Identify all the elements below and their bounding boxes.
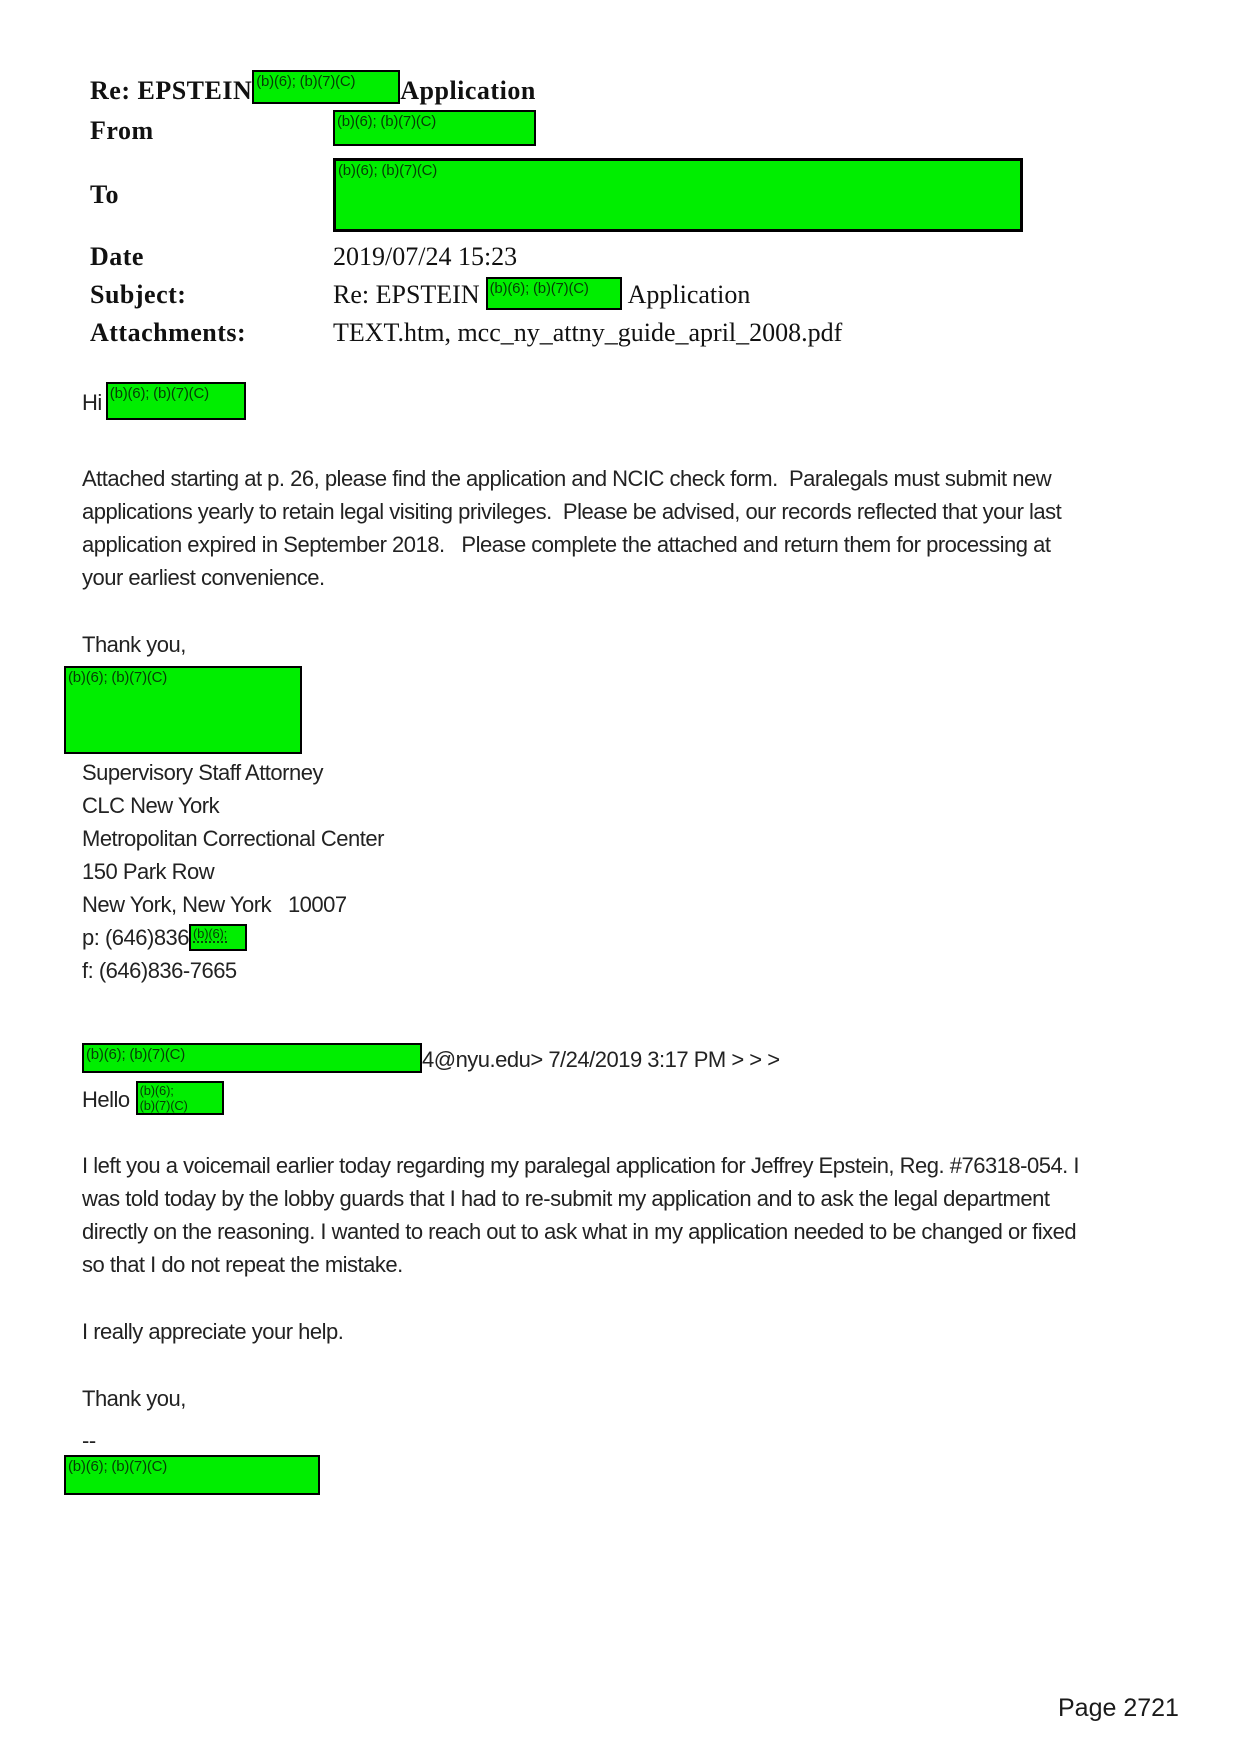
signature-block: [82, 756, 1240, 987]
phone-line: [82, 921, 1240, 954]
subject-label: Subject:: [90, 280, 187, 309]
fax-line: f: (646)836-7665: [82, 958, 237, 983]
attachments-label: Attachments:: [90, 318, 247, 347]
redaction-label: (b)(6); (b)(7)(C): [337, 113, 437, 130]
paragraph-2-line: I left you a voicemail earlier today regarding my paralegal application for Jeffrey Epstein, Reg. #76318-054. I: [82, 1153, 1080, 1178]
closing-2: Thank you,: [82, 1386, 186, 1411]
quote-header-text: 4@nyu.edu> 7/24/2019 3:17 PM > > >: [422, 1047, 780, 1072]
paragraph-1-line: application expired in September 2018. Please complete the attached and return them for processing at: [82, 532, 1051, 557]
quoted-message-header: [82, 1045, 1240, 1075]
from-value: [333, 113, 536, 146]
signature-line: New York, New York 10007: [82, 892, 347, 917]
paragraph-1-line: your earliest convenience.: [82, 565, 325, 590]
paragraph-1-line: Attached starting at p. 26, please find the application and NCIC check form. Paralegals must submit new: [82, 466, 1052, 491]
email-title-post: Application: [400, 76, 536, 105]
appreciation-line: I really appreciate your help.: [82, 1319, 344, 1344]
date-value: 2019/07/24 15:23: [333, 242, 518, 271]
redaction-box-phone: [189, 924, 247, 951]
subject-post: Application: [627, 280, 751, 309]
paragraph-2-line: so that I do not repeat the mistake.: [82, 1252, 403, 1277]
to-value: [333, 158, 1023, 232]
paragraph-2: [82, 1149, 1240, 1281]
paragraph-2-line: directly on the reasoning. I wanted to reach out to ask what in my application needed to be changed or fixed: [82, 1219, 1077, 1244]
paragraph-1-line: applications yearly to retain legal visiting privileges. Please be advised, our records reflected that your last: [82, 499, 1062, 524]
signature-redaction-row: [68, 666, 1240, 756]
email-body: [68, 385, 1240, 1495]
redaction-box-from: [333, 110, 536, 146]
redaction-box-quote-sender: [82, 1043, 422, 1073]
signature-separator: --: [82, 1428, 96, 1453]
redaction-box-sender-name: [64, 1455, 320, 1495]
header-row-date: [90, 242, 1240, 280]
redaction-box-greeting-2: [136, 1081, 224, 1115]
redaction-label: (b)(6); (b)(7)(C): [256, 73, 356, 90]
header-row-from: [90, 113, 1240, 156]
redaction-box-signature: [64, 666, 302, 754]
from-label: From: [90, 116, 154, 145]
closing-1: Thank you,: [82, 632, 186, 657]
redaction-label: (b)(6); (b)(7)(C): [109, 385, 209, 402]
sender-redaction-row: [68, 1455, 1240, 1495]
signature-line: Supervisory Staff Attorney: [82, 760, 323, 785]
page-number: Page 2721: [1058, 1694, 1179, 1722]
redaction-label: (b)(6);: [139, 1083, 174, 1098]
header-row-to: [90, 158, 1240, 236]
attachments-value: TEXT.htm, mcc_ny_attny_guide_april_2008.pdf: [333, 318, 843, 347]
redaction-label: (b)(6);: [193, 926, 228, 941]
redaction-box-greeting: [106, 382, 246, 420]
paragraph-1: [82, 462, 1240, 594]
signature-line: Metropolitan Correctional Center: [82, 826, 384, 851]
email-header: [90, 74, 1240, 356]
redaction-label: (b)(6); (b)(7)(C): [68, 669, 168, 686]
phone-prefix: p: (646)836: [82, 925, 190, 950]
to-label: To: [90, 180, 119, 209]
greeting-2-text: Hello: [82, 1087, 130, 1112]
paragraph-2-line: was told today by the lobby guards that I had to re-submit my application and to ask the legal department: [82, 1186, 1050, 1211]
date-label: Date: [90, 242, 144, 271]
redaction-label: (b)(6); (b)(7)(C): [86, 1046, 186, 1063]
subject-value: [333, 280, 750, 310]
redaction-box-title: [252, 70, 400, 104]
redaction-box-subject: [486, 277, 622, 310]
header-row-subject: [90, 280, 1240, 318]
greeting-text: Hi: [82, 390, 102, 415]
redaction-label: (b)(6); (b)(7)(C): [338, 162, 438, 179]
subject-pre: Re: EPSTEIN: [333, 280, 480, 309]
redaction-label: (b)(7)(C): [139, 1098, 188, 1113]
email-title-row: [90, 74, 1240, 114]
signature-line: 150 Park Row: [82, 859, 215, 884]
email-title-pre: Re: EPSTEIN: [90, 76, 253, 105]
greeting-row: [82, 386, 1240, 428]
header-row-attachments: [90, 318, 1240, 356]
signature-line: CLC New York: [82, 793, 220, 818]
redaction-label: (b)(6); (b)(7)(C): [489, 280, 589, 297]
redaction-label: (b)(6); (b)(7)(C): [68, 1458, 168, 1475]
redaction-box-to: [333, 158, 1023, 232]
greeting-row-2: [82, 1083, 1240, 1121]
